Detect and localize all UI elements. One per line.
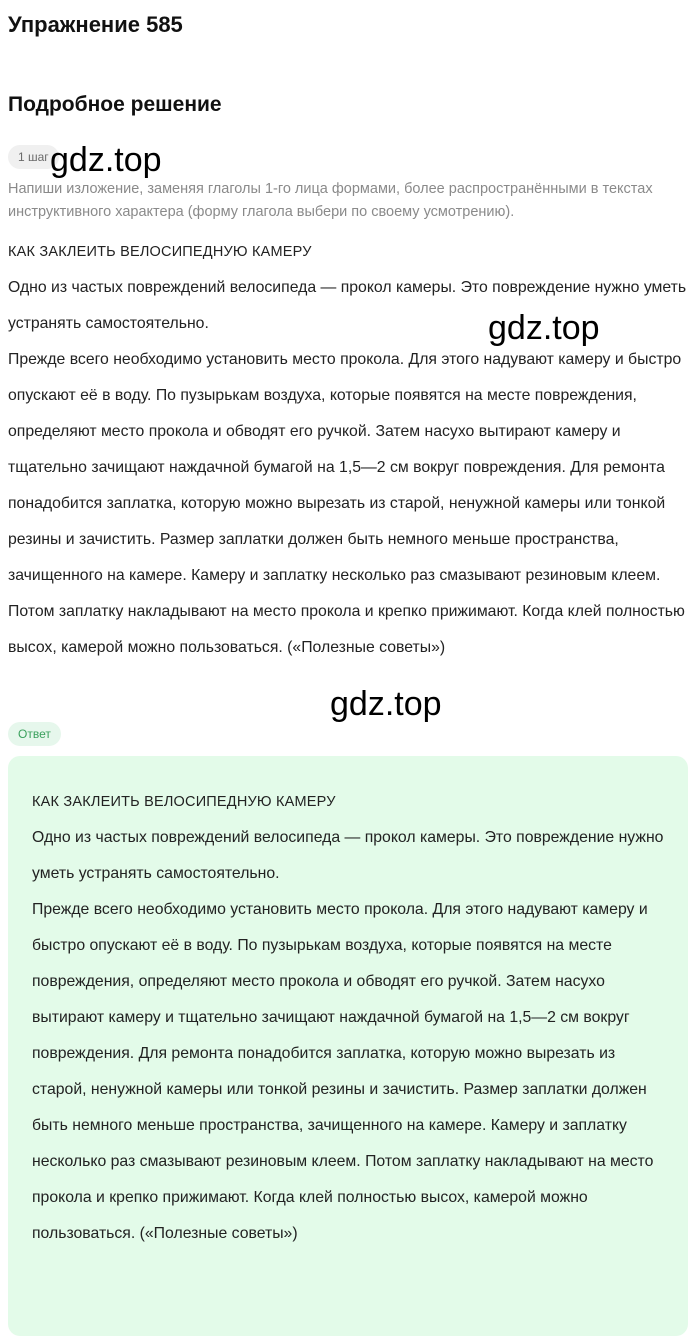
section-title: Подробное решение <box>8 93 222 116</box>
answer-paragraph: Прежде всего необходимо установить место прокола. Для этого надувают камеру и быстро опускают её в воду. По пузырькам воздуха, которые появятся на месте повреждения, определяют место прокола и обводят его ручкой. Затем насухо вытирают камеру и тщательно зачищают наждачной бумагой на 1,5—2 см вокруг повреждения. Для ремонта понадобится заплатка, которую можно вырезать из старой, ненужной камеры или тонкой резины и зачистить. Размер заплатки должен быть немного меньше пространства, зачищенного на камере. Камеру и заплатку несколько раз смазывают резиновым клеем. Потом заплатку накладывают на место прокола и крепко прижимают. Когда клей полностью высох, камерой можно пользоваться. («Полезные советы») <box>32 901 654 1242</box>
answer-paragraph: Одно из частых повреждений велосипеда — прокол камеры. Это повреждение нужно уметь устранять самостоятельно. <box>32 829 664 882</box>
solution-heading: КАК ЗАКЛЕИТЬ ВЕЛОСИПЕДНУЮ КАМЕРУ <box>8 244 312 260</box>
solution-paragraph: Прежде всего необходимо установить место прокола. Для этого надувают камеру и быстро опускают её в воду. По пузырькам воздуха, которые появятся на месте повреждения, определяют место прокола и обводят его ручкой. Затем насухо вытирают камеру и тщательно зачищают наждачной бумагой на 1,5—2 см вокруг повреждения. Для ремонта понадобится заплатка, которую можно вырезать из старой, ненужной камеры или тонкой резины и зачистить. Размер заплатки должен быть немного меньше пространства, зачищенного на камере. Камеру и заплатку несколько раз смазывают резиновым клеем. Потом заплатку накладывают на место прокола и крепко прижимают. Когда клей полностью высох, камерой можно пользоваться. («Полезные советы») <box>8 351 685 656</box>
solution-text <box>8 234 692 666</box>
task-text: Напиши изложение, заменяя глаголы 1-го лица формами, более распространёнными в текстах инструктивного характера (форму глагола выбери по своему усмотрению). <box>8 181 653 220</box>
watermark: gdz.top <box>50 141 162 179</box>
answer-box <box>8 756 688 1336</box>
solution-paragraph: Одно из частых повреждений велосипеда — прокол камеры. Это повреждение нужно уметь устранять самостоятельно. <box>8 279 687 332</box>
answer-badge: Ответ <box>8 722 61 746</box>
step-badge: 1 шаг <box>8 145 59 169</box>
watermark: gdz.top <box>488 309 600 347</box>
watermark: gdz.top <box>330 685 442 723</box>
answer-heading: КАК ЗАКЛЕИТЬ ВЕЛОСИПЕДНУЮ КАМЕРУ <box>32 794 336 810</box>
page-title: Упражнение 585 <box>8 12 183 37</box>
